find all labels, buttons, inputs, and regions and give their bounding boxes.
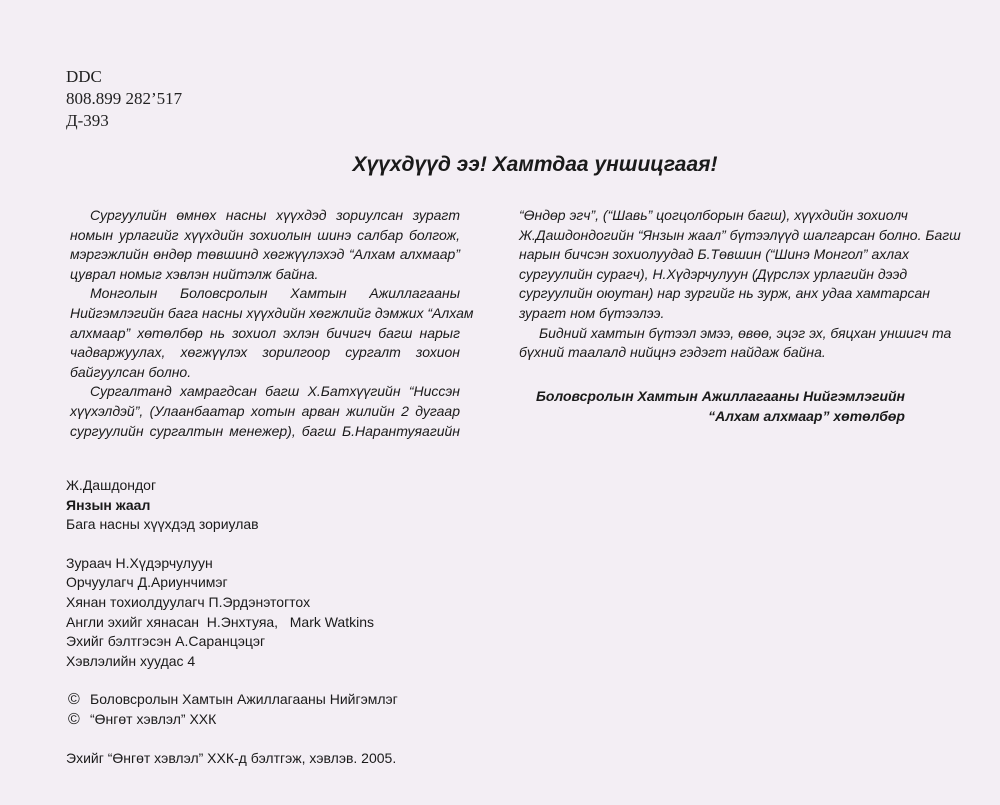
text-line: сургуулийн оюутан) нар зургийг нь зурж, анх удаа хамтарсан xyxy=(519,285,930,302)
credits-block xyxy=(66,476,398,768)
book-title: Янзын жаал xyxy=(66,496,151,513)
printing-info: Эхийг “Өнгөт хэвлэл” ХХК-д бэлтгэж, хэвлэв. 2005. xyxy=(66,749,397,766)
text-line: Сургуулийн өмнөх насны хүүхдэд зориулсан зурагт xyxy=(90,207,460,223)
staff-line: Англи эхийг хянасан Н.Энхтуяа, Mark Watkins xyxy=(66,613,375,630)
signature xyxy=(536,386,905,426)
copyright-line xyxy=(66,690,398,710)
text-line: Бидний хамтын бүтээл эмээ, өвөө, эцэг эх, бяцхан уншигч та xyxy=(539,324,952,341)
intro-left-column xyxy=(70,206,474,441)
staff-line: Зураач Н.Хүдэрчулуун xyxy=(66,554,213,571)
ddc-number: 808.899 282’517 xyxy=(66,89,183,108)
staff-line: Хэвлэлийн хуудас 4 xyxy=(66,652,196,669)
text-line: Нийгэмлэгийн бага насны хүүхдийн хөгжлийг дэмжих “Алхам xyxy=(70,304,474,321)
signature-line: “Алхам алхмаар” хөтөлбөр xyxy=(708,408,905,424)
copyright-icon: © xyxy=(68,710,80,728)
text-line: байгуулсан болно. xyxy=(70,363,192,380)
text-line: зурагт ном бүтээлээ. xyxy=(519,304,665,321)
text-line: номын урлагийг хүүхдийн зохиолын шинэ салбар болгож, xyxy=(70,226,460,243)
text-line: бүхний таалалд нийцнэ гэдэгт найдаж байна. xyxy=(519,344,826,361)
staff-line: Хянан тохиолдуулагч П.Эрдэнэтогтох xyxy=(66,593,311,610)
text-line: “Өндөр эгч”, (“Шавь” цогцолборын багш), хүүхдийн зохиолч xyxy=(519,207,908,223)
signature-line: Боловсролын Хамтын Ажиллагааны Нийгэмлэгийн xyxy=(536,388,905,404)
text-line: чадваржуулах, хөгжүүлэх зорилгоор сургалт зохион xyxy=(70,344,460,361)
staff-line: Эхийг бэлтгэсэн А.Саранцэцэг xyxy=(66,633,266,650)
author: Ж.Дашдондог xyxy=(66,477,157,493)
text-line: сургуулийн сургалтын менежер), багш Б.Нарантуяагийн xyxy=(70,422,460,439)
text-line: алхмаар” хөтөлбөр нь зохиол эхлэн бичигч багш нарыг xyxy=(70,324,460,341)
text-line: сургуулийн сурагч), Н.Хүдэрчулуун (Дүрслэх урлагийн дээд xyxy=(519,265,908,282)
text-line: Монголын Боловсролын Хамтын Ажиллагааны xyxy=(90,285,460,302)
copyright-holder: Боловсролын Хамтын Ажиллагааны Нийгэмлэг xyxy=(90,691,398,708)
ddc-label: DDC xyxy=(66,67,102,86)
book-subtitle: Бага насны хүүхдэд зориулав xyxy=(66,516,259,533)
text-line: нарын бичсэн зохиолуудад Б.Төвшин (“Шинэ Монгол” ахлах xyxy=(519,246,909,263)
copyright-icon: © xyxy=(68,691,80,709)
text-line: мэргэжлийн өндөр төвшинд хөгжүүлэхэд “Алхам алхмаар” xyxy=(70,246,460,263)
intro-right-column xyxy=(519,206,961,363)
text-line: хүүхэлдэй”, (Улаанбаатар хотын арван жилийн 2 дугаар xyxy=(70,402,460,419)
copyright-line xyxy=(66,710,398,730)
ddc-classification xyxy=(66,66,182,132)
staff-line: Орчуулагч Д.Ариунчимэг xyxy=(66,574,228,591)
text-line: Ж.Дашдондогийн “Янзын жаал” бүтээлүүд шалгарсан болно. Багш xyxy=(519,226,961,243)
page-title: Хүүхдүүд ээ! Хамтдаа уншицгаая! xyxy=(352,153,718,176)
ddc-code: Д-393 xyxy=(66,111,109,130)
text-line: цуврал номыг хэвлэн нийтэлж байна. xyxy=(70,265,319,282)
copyright-holder: “Өнгөт хэвлэл” ХХК xyxy=(90,710,217,727)
text-line: Сургалтанд хамрагдсан багш Х.Батхүүгийн “Ниссэн xyxy=(90,383,460,400)
